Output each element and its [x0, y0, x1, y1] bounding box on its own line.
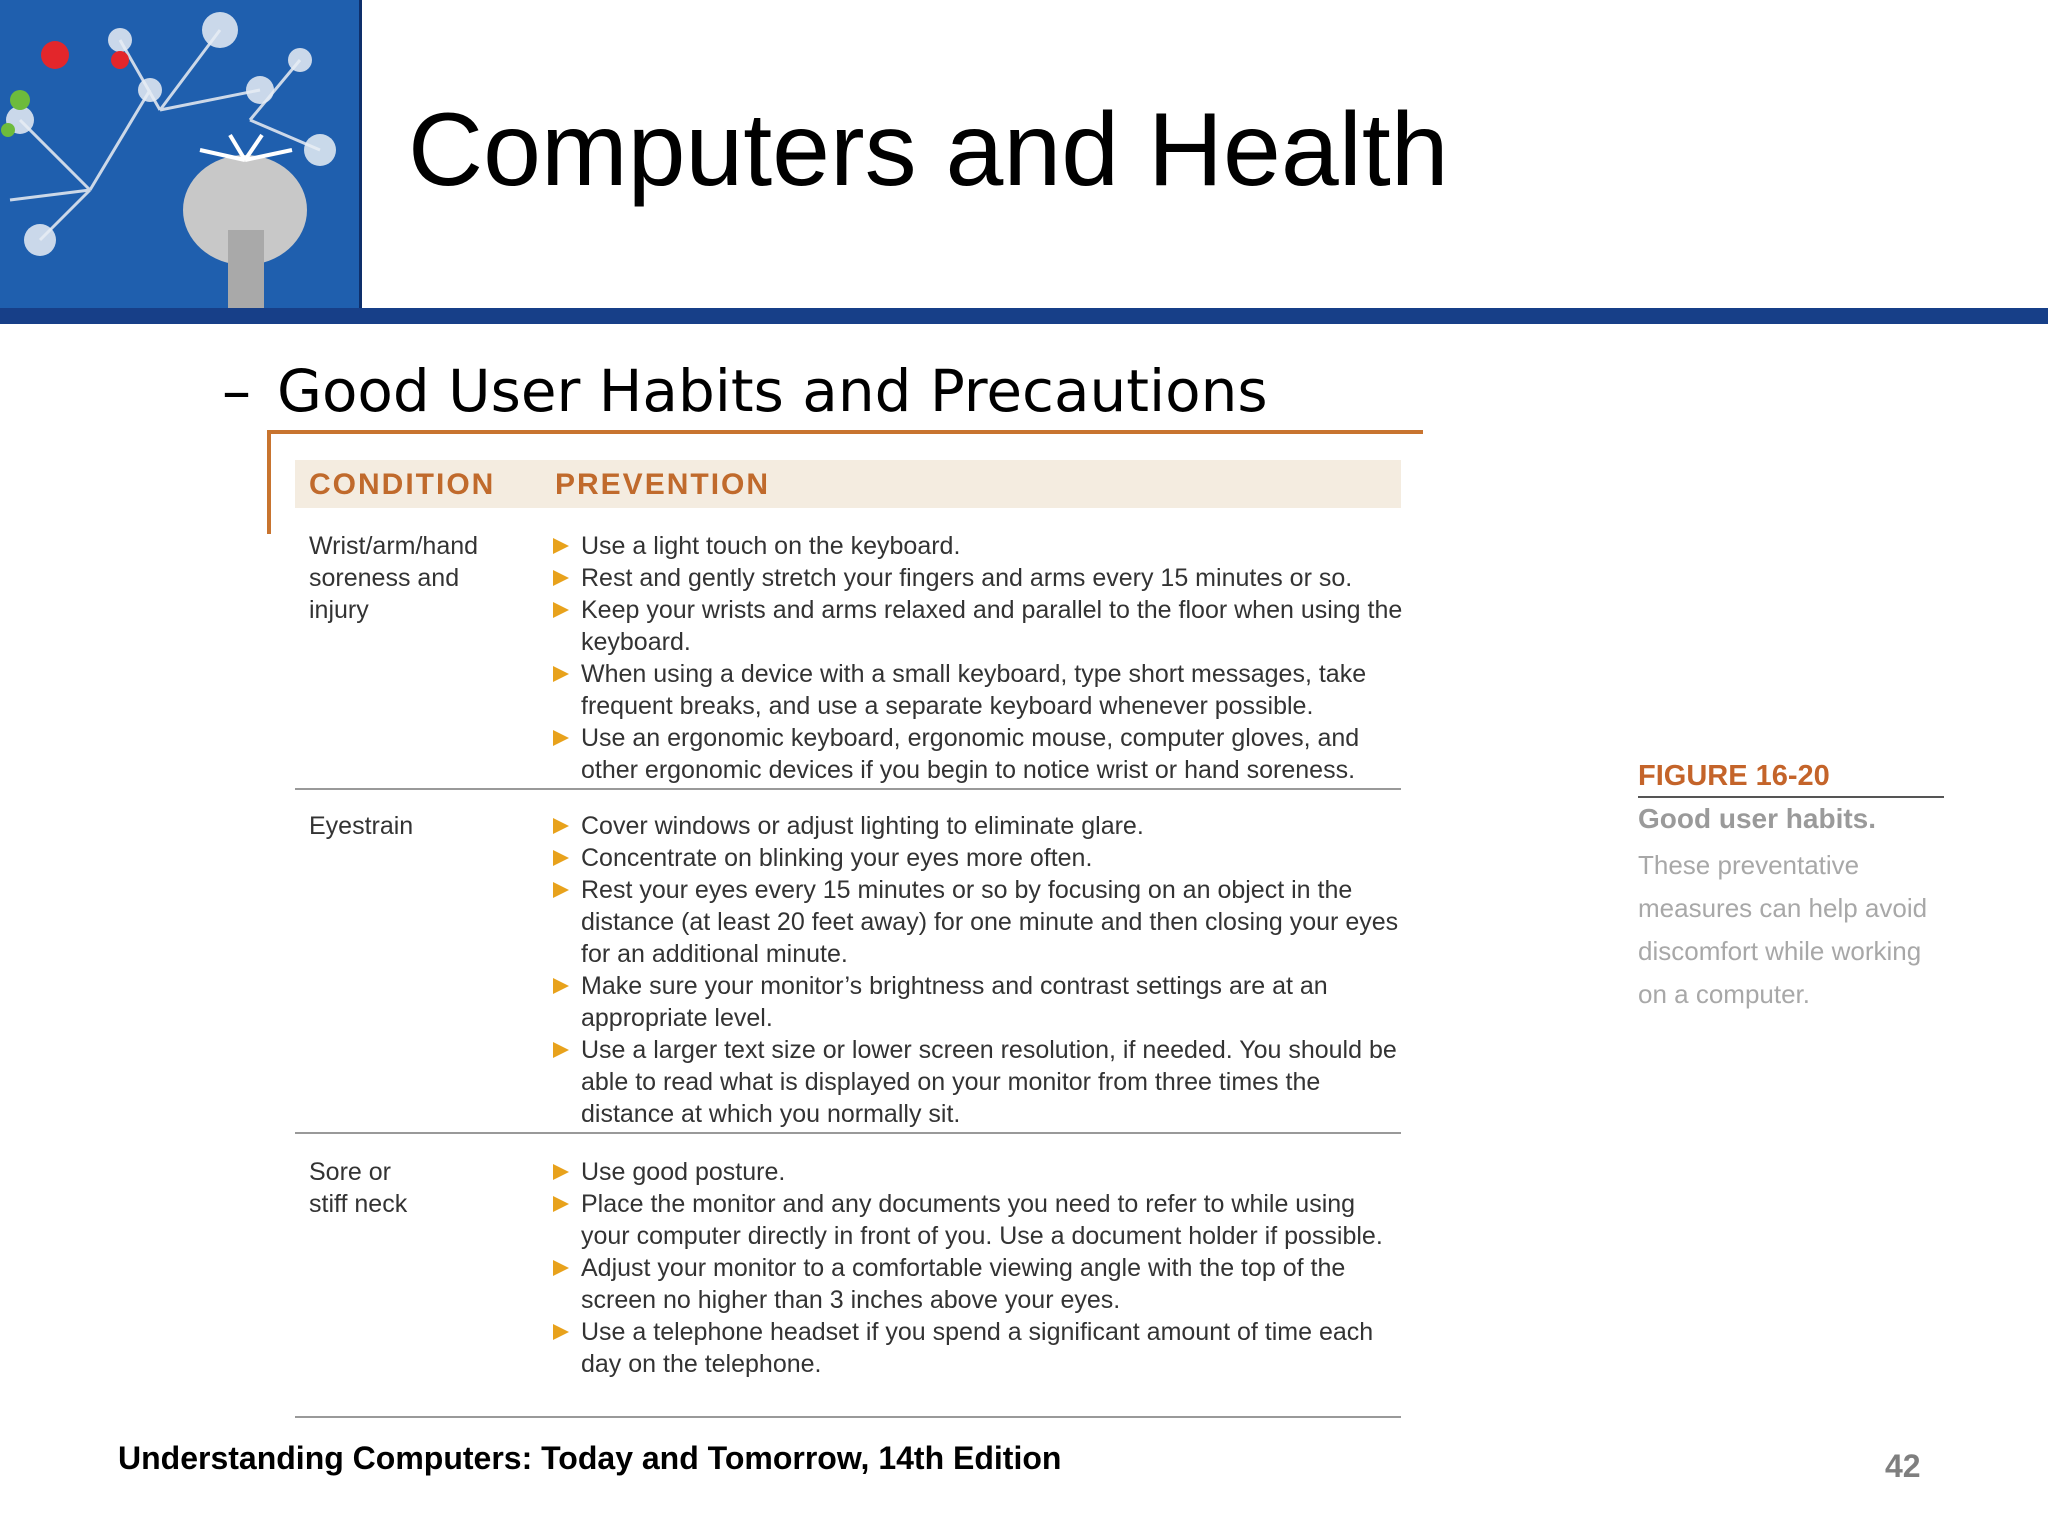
header-bar	[0, 308, 2048, 324]
figure-label: FIGURE 16-20	[1638, 760, 1830, 792]
figure-caption-title: Good user habits.	[1638, 803, 1877, 834]
figure-caption-body: These preventative measures can help avoid discomfort while working on a computer.	[1638, 850, 1928, 1009]
list-item: Make sure your monitor’s brightness and contrast settings are at an appropriate level.	[553, 970, 1403, 1034]
subtitle-text: Good User Habits and Precautions	[277, 357, 1268, 425]
table-header	[295, 460, 1401, 508]
arrow-bullet-icon	[553, 1164, 569, 1180]
table-frame-left	[267, 430, 271, 534]
table-frame-top	[267, 430, 1423, 434]
prevention-list	[553, 810, 1403, 1130]
table-row	[295, 810, 1401, 1134]
slide-title: Computers and Health	[408, 92, 1449, 208]
header-prevention: PREVENTION	[555, 468, 771, 501]
arrow-bullet-icon	[553, 882, 569, 898]
arrow-bullet-icon	[553, 850, 569, 866]
header-condition: CONDITION	[309, 468, 496, 501]
list-item: Use an ergonomic keyboard, ergonomic mouse, computer gloves, and other ergonomic devices if you begin to notice wrist or hand soreness.	[553, 722, 1403, 786]
arrow-bullet-icon	[553, 1324, 569, 1340]
list-item: Place the monitor and any documents you need to refer to while using your computer directly in front of you. Use a document holder if possible.	[553, 1188, 1403, 1252]
list-item: Concentrate on blinking your eyes more often.	[553, 842, 1403, 874]
list-item: Use a light touch on the keyboard.	[553, 530, 1403, 562]
table-row	[295, 530, 1401, 790]
dandelion-logo-image	[0, 0, 361, 308]
table-row	[295, 1156, 1401, 1418]
arrow-bullet-icon	[553, 666, 569, 682]
list-item: Rest your eyes every 15 minutes or so by focusing on an object in the distance (at least 20 feet away) for one minute and then closing your eyes for an additional minute.	[553, 874, 1403, 970]
arrow-bullet-icon	[553, 570, 569, 586]
prevention-list	[553, 1156, 1403, 1380]
list-item: Use good posture.	[553, 1156, 1403, 1188]
arrow-bullet-icon	[553, 1042, 569, 1058]
slide-subtitle	[222, 357, 1268, 425]
subtitle-dash: –	[222, 357, 251, 425]
list-item: Use a telephone headset if you spend a significant amount of time each day on the telephone.	[553, 1316, 1403, 1380]
logo-divider	[359, 0, 362, 308]
page-number: 42	[1885, 1448, 1921, 1484]
list-item: When using a device with a small keyboard, type short messages, take frequent breaks, and use a separate keyboard whenever possible.	[553, 658, 1403, 722]
list-item: Keep your wrists and arms relaxed and parallel to the floor when using the keyboard.	[553, 594, 1403, 658]
figure-rule	[1638, 796, 1944, 798]
list-item: Adjust your monitor to a comfortable viewing angle with the top of the screen no higher than 3 inches above your eyes.	[553, 1252, 1403, 1316]
arrow-bullet-icon	[553, 1260, 569, 1276]
list-item: Rest and gently stretch your fingers and arms every 15 minutes or so.	[553, 562, 1403, 594]
arrow-bullet-icon	[553, 602, 569, 618]
prevention-list	[553, 530, 1403, 786]
arrow-bullet-icon	[553, 978, 569, 994]
condition-cell: Sore or stiff neck	[309, 1158, 408, 1218]
list-item: Use a larger text size or lower screen resolution, if needed. You should be able to read what is displayed on your monitor from three times the distance at which you normally sit.	[553, 1034, 1403, 1130]
footer-text: Understanding Computers: Today and Tomorrow, 14th Edition	[118, 1440, 1062, 1476]
arrow-bullet-icon	[553, 730, 569, 746]
arrow-bullet-icon	[553, 818, 569, 834]
arrow-bullet-icon	[553, 538, 569, 554]
condition-cell: Wrist/arm/hand soreness and injury	[309, 532, 479, 624]
arrow-bullet-icon	[553, 1196, 569, 1212]
condition-cell: Eyestrain	[309, 812, 414, 840]
list-item: Cover windows or adjust lighting to eliminate glare.	[553, 810, 1403, 842]
